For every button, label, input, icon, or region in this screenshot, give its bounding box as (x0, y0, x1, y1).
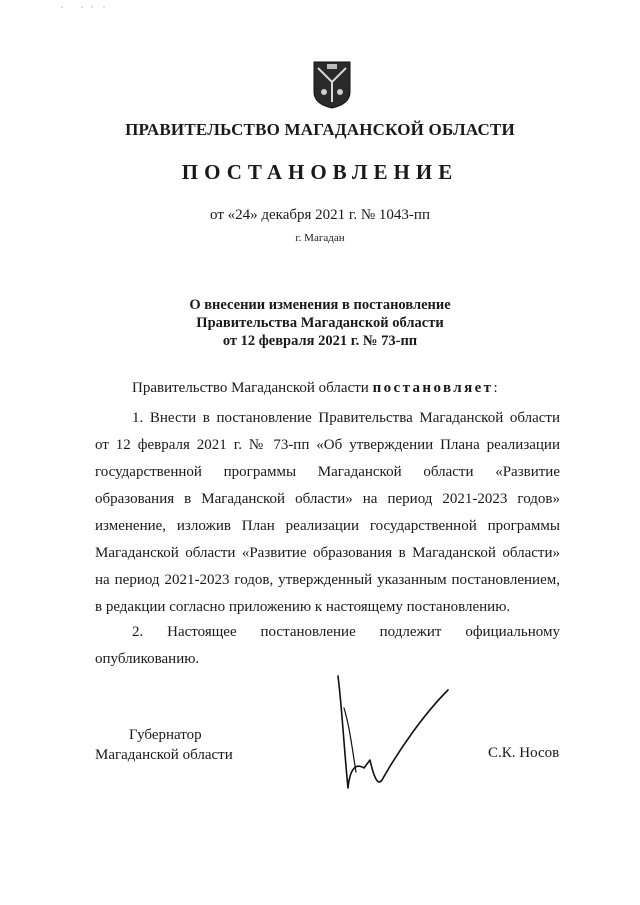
item-1-line: образования в Магаданской области» на период 2021-2023 годов» (95, 491, 560, 507)
preamble-verb: постановляет (372, 380, 494, 396)
scan-noise (60, 4, 120, 10)
item-2-line: 2. Настоящее постановление подлежит официальному (132, 624, 560, 640)
item-1-line: 1. Внести в постановление Правительства Магаданской области (132, 410, 560, 426)
preamble-colon: : (493, 380, 498, 396)
signatory-name: С.К. Носов (488, 745, 560, 761)
subject-line: О внесении изменения в постановление (189, 297, 451, 313)
subject-line: от 12 февраля 2021 г. № 73-пп (222, 333, 418, 349)
coat-of-arms-icon (312, 60, 352, 110)
document-city: г. Магадан (295, 232, 345, 244)
item-2-line: опубликованию. (95, 651, 200, 667)
government-title: ПРАВИТЕЛЬСТВО МАГАДАНСКОЙ ОБЛАСТИ (125, 120, 515, 139)
subject-line: Правительства Магаданской области (196, 315, 444, 331)
position-line: Губернатор (129, 727, 202, 743)
item-2 (95, 619, 560, 673)
preamble-text: Правительство Магаданской области (132, 380, 373, 396)
position-line: Магаданской области (95, 747, 233, 763)
document-subject (0, 296, 640, 350)
document-date-number: от «24» декабря 2021 г. № 1043-пп (210, 207, 430, 223)
item-1-line: Магаданской области «Развитие образования в Магаданской области» (95, 545, 560, 561)
document-type: ПОСТАНОВЛЕНИЕ (181, 160, 459, 184)
signatory-position (95, 725, 233, 765)
preamble (95, 380, 560, 397)
item-1-line: на период 2021-2023 годов, утвержденный указанным постановлением, (95, 572, 560, 588)
handwritten-signature (330, 668, 460, 798)
item-1-line: государственной программы Магаданской области «Развитие (95, 464, 560, 480)
item-1-line: изменение, изложив План реализации государственной программы (95, 518, 560, 534)
item-1-line: в редакции согласно приложению к настоящему постановлению. (95, 599, 511, 615)
item-1 (95, 405, 560, 621)
item-1-line: от 12 февраля 2021 г. № 73-пп «Об утверждении Плана реализации (95, 437, 560, 453)
